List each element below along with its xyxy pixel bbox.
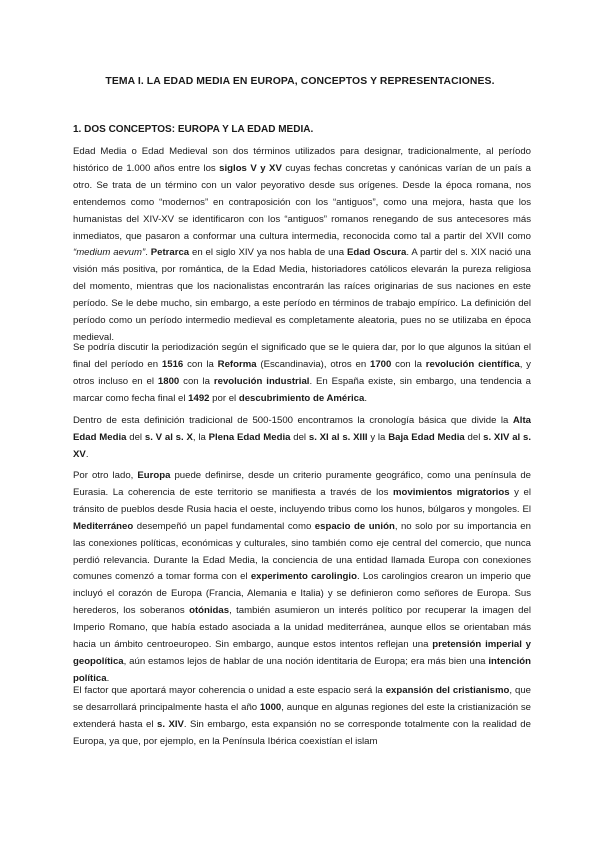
text-run: , y otros incluso en el	[73, 358, 531, 387]
text-run: del	[126, 431, 145, 443]
text-run: .	[106, 672, 110, 684]
bold-run: Baja Edad Media	[388, 431, 465, 443]
bold-run: experimento carolingio	[250, 571, 357, 583]
paragraph-cristianismo	[73, 683, 531, 751]
paragraph-edad-media	[73, 144, 531, 347]
document-title: TEMA I. LA EDAD MEDIA EN EUROPA, CONCEPTOS Y REPRESENTACIONES.	[105, 76, 495, 87]
paragraph-periodizacion	[73, 340, 531, 408]
bold-run: Reforma	[217, 358, 257, 370]
text-run: .	[145, 247, 151, 259]
bold-run: Edad Oscura	[346, 247, 407, 259]
text-run: Dentro de esta definición tradicional de 500-1500 encontramos la cronología básica que divide la	[73, 415, 513, 426]
paragraph-cronologia	[73, 413, 531, 464]
text-run: . En España existe, sin embargo, una tendencia a marcar como fecha final el	[73, 375, 532, 404]
text-run: cuyas fechas concretas y canónicas varían de un país a otro. Se trata de un término con un valor peyorativo desde sus orígenes. Desde la época romana, nos entendemos como “modernos” en contraposición con los “antiguos”, como una mejora, hasta que los humanistas del XIV-XV se identificaron con los “antiguos” romanos renegando de sus antecesores más inmediatos, que pasaron a conformar una cultura intermedia, reconocida como tal a partir del XVII como	[73, 162, 531, 242]
bold-run: s. XIV	[156, 718, 184, 730]
bold-run: Europa	[137, 470, 171, 481]
text-run: en el siglo XIV ya nos habla de una	[189, 247, 347, 259]
bold-run: revolución industrial	[213, 375, 310, 387]
paragraph-europa	[73, 468, 531, 688]
bold-run: Petrarca	[150, 247, 190, 259]
bold-run: Mediterráneo	[73, 520, 134, 532]
text-run: Se podría discutir la periodización según el significado que se le quiera dar, por lo que algunos la sitúan el final del período en	[73, 342, 531, 370]
section-heading: 1. DOS CONCEPTOS: EUROPA Y LA EDAD MEDIA.	[73, 124, 314, 135]
text-run: , aún estamos lejos de hablar de una noción identitaria de Europa; era más bien una	[123, 655, 489, 667]
text-run: con la	[391, 358, 426, 370]
bold-run: 1700	[370, 358, 392, 370]
bold-run: movimientos migratorios	[393, 486, 510, 498]
bold-run: expansión del cristianismo	[385, 685, 510, 696]
bold-run: intención política	[73, 655, 531, 684]
bold-run: Alta Edad Media	[73, 415, 531, 443]
text-run: por el	[209, 392, 239, 404]
bold-run: siglos V y XV	[219, 162, 282, 174]
bold-run: s. XIV al s. XV	[73, 431, 531, 460]
text-run: .	[364, 392, 367, 404]
text-run: del	[290, 431, 309, 443]
text-run: . Los carolingios crearon un imperio que incluyó el corazón de Europa (Francia, Alemania e Italia) y se definieron como señores de Europa. Sus herederos, los soberanos	[73, 571, 531, 617]
text-run: desempeñó un papel fundamental como	[133, 520, 315, 532]
text-run: , la	[192, 431, 209, 443]
text-run: con la	[179, 375, 214, 387]
bold-run: revolución científica	[425, 358, 520, 370]
text-run: , también asumieron un interés político por recuperar la imagen del Imperio Romano, que había estado asociada a la unidad mediterránea, aunque ellos se orientaban más hacia un ámbito centroeuropeo. Sin embargo, aunque estos intentos reflejan una	[73, 605, 531, 651]
italic-run: “medium aevum”	[73, 247, 146, 259]
text-run: Por otro lado,	[73, 470, 138, 481]
bold-run: 1800	[157, 375, 180, 387]
bold-run: 1000	[259, 701, 282, 713]
bold-run: Plena Edad Media	[208, 431, 291, 443]
text-run: . Sin embargo, esta expansión no se corresponde totalmente con la realidad de Europa, ya que, por ejemplo, en la Península Ibérica coexistían el islam	[73, 718, 531, 747]
text-run: y el tránsito de pueblos desde Rusia hacia el oeste, incluyendo tribus como los hunos, búlgaros y mongoles. El	[73, 486, 531, 515]
bold-run: 1492	[188, 392, 210, 404]
text-run: del	[464, 431, 484, 443]
bold-run: 1516	[161, 358, 184, 370]
text-run: , que se desarrollará principalmente hasta el año	[73, 685, 531, 713]
text-run: (Escandinavia), otros en	[256, 358, 370, 370]
bold-run: s. XI al s. XIII	[308, 431, 368, 443]
text-run: . A partir del s. XIX nació una visión más positiva, por romántica, de la Edad Media, historiadores católicos elevarán la pureza religiosa del momento, mientras que los nacionalistas encontrarán las raíces originarias de sus naciones en este período. Se le debe mucho, sin embargo, a este período en términos de trabajo empírico. La definición del período como un período intermedio medieval es completamente aleatoria, pues no se utilizaba en época medieval.	[73, 247, 531, 343]
bold-run: pretensión imperial y geopolítica	[73, 639, 531, 667]
bold-run: descubrimiento de América	[238, 392, 365, 404]
bold-run: espacio de unión	[314, 520, 395, 532]
text-run: , no solo por su importancia en las conexiones políticas, económicas y culturales, sino también como eje central del comercio, que nunca perdió relevancia. Durante la Edad Media, la conciencia de una entidad llamada Europa con conexiones comunes comenzó a tomar forma con el	[73, 520, 531, 583]
text-run: .	[85, 448, 89, 460]
bold-run: otónidas	[189, 605, 230, 617]
bold-run: s. V al s. X	[144, 431, 193, 443]
text-run: con la	[183, 358, 218, 370]
text-run: puede definirse, desde un criterio puramente geográfico, como una península de Eurasia. La coherencia de este territorio se manifiesta a través de los	[73, 470, 531, 498]
text-run: Edad Media o Edad Medieval son dos términos utilizados para designar, tradicionalmente, al período histórico de 1.000 años entre los	[73, 146, 531, 174]
text-run: El factor que aportará mayor coherencia o unidad a este espacio será la	[73, 685, 386, 696]
text-run: , aunque en algunas regiones del este la cristianización se extenderá hasta el	[73, 701, 531, 730]
text-run: y la	[367, 431, 389, 443]
